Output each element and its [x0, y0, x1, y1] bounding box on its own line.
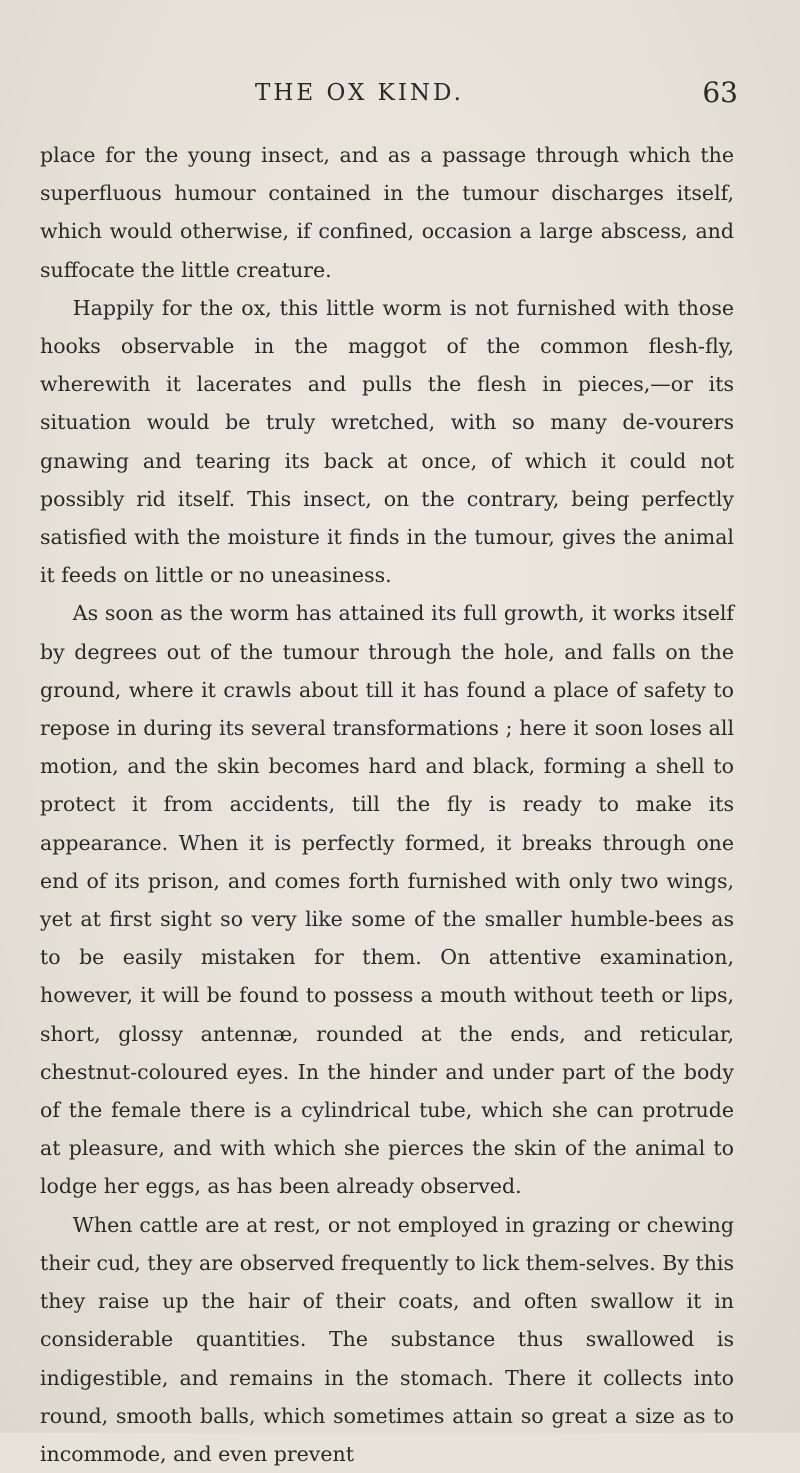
page-number: 63 — [702, 76, 738, 109]
paragraph-continued: place for the young insect, and as a passage through which the superfluous humour contained in the tumour discharges itself, which would otherwise, if confined, occasion a large abscess, and suffocate the little creature. — [40, 143, 734, 282]
paragraph: When cattle are at rest, or not employed in grazing or chewing their cud, they are observed frequently to lick them-selves. By this they raise up the hair of their coats, and often swallow it in considerable quantities. The substance thus swallowed is indigestible, and remains in the stomach. There it collects into round, smooth balls, which sometimes attain so great a size as to incommode, and even prevent — [40, 1212, 734, 1466]
paragraph: Happily for the ox, this little worm is not furnished with those hooks observable in the maggot of the common flesh-fly, wherewith it lacerates and pulls the flesh in pieces,—or its situation would be truly wretched, with so many de-vourers gnawing and tearing its back at once, of which it could not possibly rid itself. This insect, on the contrary, being perfectly satisfied with the moisture it finds in the tumour, gives the animal it feeds on little or no uneasiness. — [40, 295, 734, 588]
paragraph: As soon as the worm has attained its full growth, it works itself by degrees out of the tumour through the hole, and falls on the ground, where it crawls about till it has found a place of safety to repose in during its several transformations ; here it soon loses all motion, and the skin becomes hard and black, forming a shell to protect it from accidents, till the fly is ready to make its appearance. When it is perfectly formed, it breaks through one end of its prison, and comes forth furnished with only two wings, yet at first sight so very like some of the smaller humble-bees as to be easily mistaken for them. On attentive examination, however, it will be found to possess a mouth without teeth or lips, short, glossy antennæ, rounded at the ends, and reticular, chestnut-coloured eyes. In the hinder and under part of the body of the female there is a cylindrical tube, which she can protrude at pleasure, and with which she pierces the skin of the animal to lodge her eggs, as has been already observed. — [40, 601, 734, 1199]
running-title: THE OX KIND. — [255, 80, 464, 106]
body-text — [40, 136, 734, 1473]
running-head — [40, 74, 740, 114]
